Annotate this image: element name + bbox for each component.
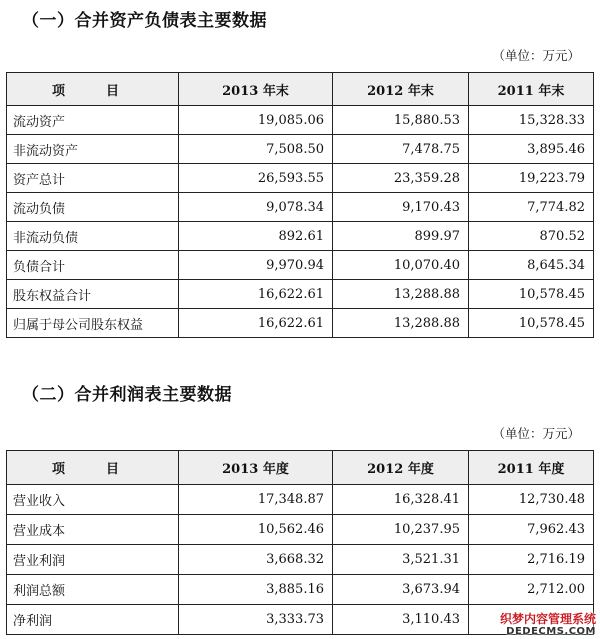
table-row <box>7 545 594 575</box>
cell-value: 3,333.73 <box>179 605 333 635</box>
column-header-2011: 2011 年度 <box>469 451 594 485</box>
table-row <box>7 135 594 164</box>
row-label: 资产总计 <box>7 164 179 193</box>
table-header-row <box>7 73 594 106</box>
cell-value: 7,478.75 <box>333 135 469 164</box>
table-row <box>7 309 594 338</box>
row-label: 净利润 <box>7 605 179 635</box>
column-header-item: 项 目 <box>7 451 179 485</box>
income-statement-table <box>6 450 594 635</box>
row-label: 负债合计 <box>7 251 179 280</box>
balance-section-title: （一）合并资产负债表主要数据 <box>22 11 267 31</box>
row-label: 股东权益合计 <box>7 280 179 309</box>
cell-value: 10,070.40 <box>333 251 469 280</box>
cell-value: 7,962.43 <box>469 515 594 545</box>
balance-sheet-table <box>6 72 594 338</box>
site-watermark <box>500 613 596 637</box>
cell-value: 9,970.94 <box>179 251 333 280</box>
cell-value: 7,774.82 <box>469 193 594 222</box>
cell-value: 3,110.43 <box>333 605 469 635</box>
cell-value: 23,359.28 <box>333 164 469 193</box>
table-row <box>7 164 594 193</box>
cell-value: 15,328.33 <box>469 106 594 135</box>
cell-value: 9,170.43 <box>333 193 469 222</box>
row-label: 利润总额 <box>7 575 179 605</box>
cell-value: 16,622.61 <box>179 309 333 338</box>
cell-value: 13,288.88 <box>333 280 469 309</box>
row-label: 流动资产 <box>7 106 179 135</box>
balance-unit-label: （单位：万元） <box>492 48 580 63</box>
cell-value: 16,328.41 <box>333 485 469 515</box>
table-row <box>7 485 594 515</box>
table-header-row <box>7 451 594 485</box>
cell-value: 3,521.31 <box>333 545 469 575</box>
cell-value: 8,645.34 <box>469 251 594 280</box>
income-section-title: （二）合并利润表主要数据 <box>22 385 232 405</box>
cell-value: 17,348.87 <box>179 485 333 515</box>
column-header-2013: 2013 年度 <box>179 451 333 485</box>
table-row <box>7 193 594 222</box>
cell-value: 3,885.16 <box>179 575 333 605</box>
table-row <box>7 575 594 605</box>
cell-value: 16,622.61 <box>179 280 333 309</box>
row-label: 营业成本 <box>7 515 179 545</box>
row-label: 非流动资产 <box>7 135 179 164</box>
cell-value: 10,578.45 <box>469 309 594 338</box>
column-header-item: 项 目 <box>7 73 179 106</box>
table-row <box>7 515 594 545</box>
cell-value: 2,712.00 <box>469 575 594 605</box>
table-row <box>7 106 594 135</box>
row-label: 非流动负债 <box>7 222 179 251</box>
cell-value: 10,578.45 <box>469 280 594 309</box>
cell-value: 10,237.95 <box>333 515 469 545</box>
column-header-2012: 2012 年末 <box>333 73 469 106</box>
column-header-2012: 2012 年度 <box>333 451 469 485</box>
cell-value: 2,716.19 <box>469 545 594 575</box>
cell-value: 3,895.46 <box>469 135 594 164</box>
cell-value: 15,880.53 <box>333 106 469 135</box>
row-label: 营业收入 <box>7 485 179 515</box>
watermark-url: DEDECMS.COM <box>506 626 596 637</box>
cell-value: 892.61 <box>179 222 333 251</box>
cell-value: 3,673.94 <box>333 575 469 605</box>
cell-value: 19,085.06 <box>179 106 333 135</box>
table-row <box>7 222 594 251</box>
cell-value: 7,508.50 <box>179 135 333 164</box>
table-row <box>7 251 594 280</box>
row-label: 营业利润 <box>7 545 179 575</box>
cell-value: 19,223.79 <box>469 164 594 193</box>
table-row <box>7 280 594 309</box>
cell-value: 13,288.88 <box>333 309 469 338</box>
column-header-2011: 2011 年末 <box>469 73 594 106</box>
cell-value: 12,730.48 <box>469 485 594 515</box>
cell-value: 26,593.55 <box>179 164 333 193</box>
column-header-2013: 2013 年末 <box>179 73 333 106</box>
row-label: 流动负债 <box>7 193 179 222</box>
watermark-text: 织梦内容管理系统 <box>499 611 596 626</box>
cell-value: 870.52 <box>469 222 594 251</box>
cell-value: 10,562.46 <box>179 515 333 545</box>
cell-value: 3,668.32 <box>179 545 333 575</box>
cell-value: 9,078.34 <box>179 193 333 222</box>
cell-value: 899.97 <box>333 222 469 251</box>
income-unit-label: （单位：万元） <box>492 426 580 441</box>
row-label: 归属于母公司股东权益 <box>7 309 179 338</box>
